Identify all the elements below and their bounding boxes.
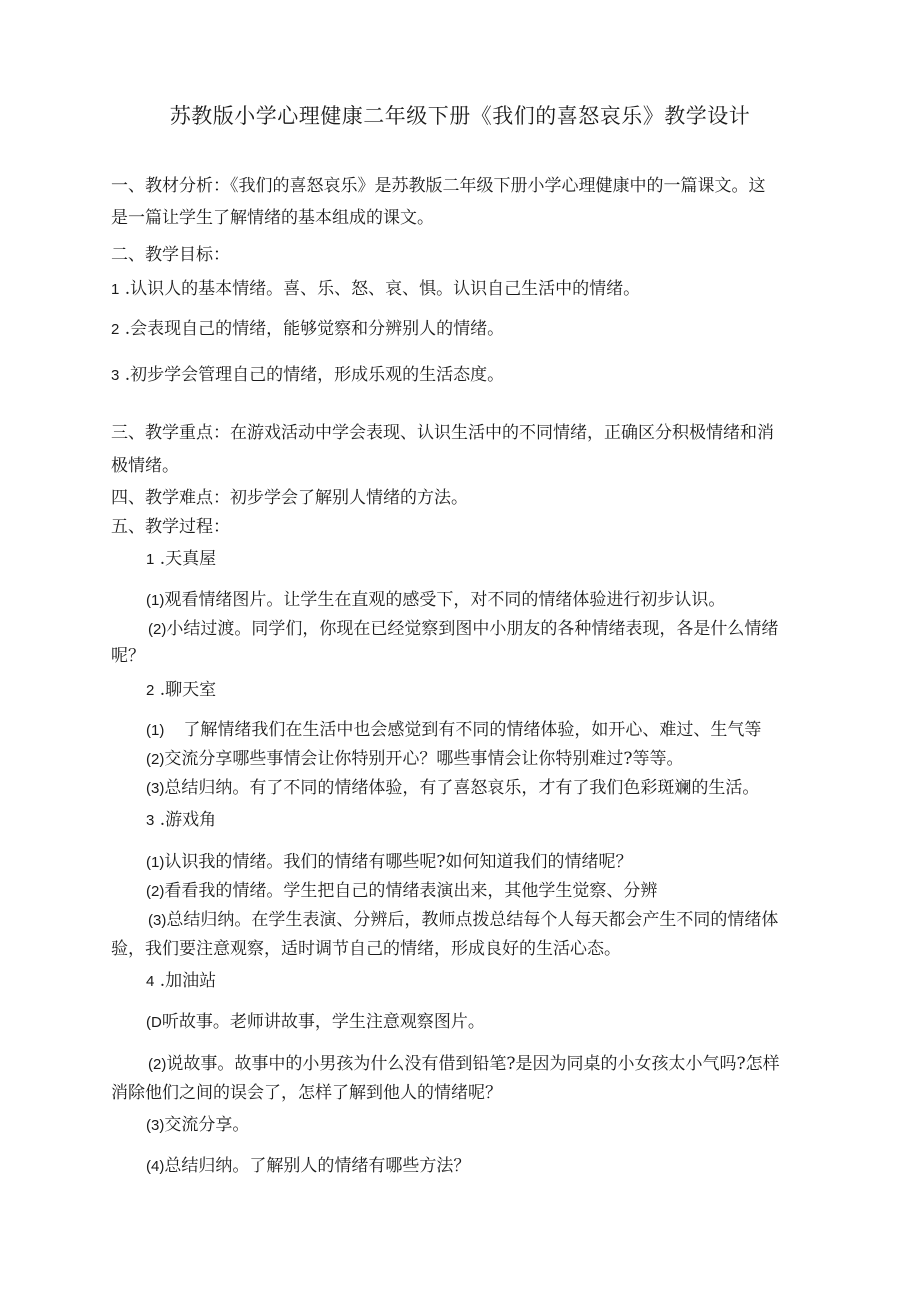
section4-line: 四、教学难点：初步学会了解别人情绪的方法。 [111,488,468,508]
objective-item [111,318,504,341]
part-title [146,548,216,571]
step-line [146,777,759,800]
step-line [146,589,725,612]
step-continuation: 呢？ [111,646,145,666]
page-title: 苏教版小学心理健康二年级下册《我们的喜怒哀乐》教学设计 [169,104,751,128]
step-line [146,1011,485,1034]
step-text: 说故事。故事中的小男孩为什么没有借到铅笔?是因为同桌的小女孩太小气吗?怎样 [166,1054,780,1074]
objective-item [111,278,640,301]
step-text: 观看情绪图片。让学生在直观的感受下，对不同的情绪体验进行初步认识。 [164,590,726,610]
part-label: .游戏角 [159,810,217,830]
step-mark: (1) [146,592,165,609]
section2-heading: 二、教学目标： [111,245,230,265]
step-mark: (1) [146,722,165,739]
part-label: .加油站 [159,971,217,991]
step-line [148,1053,780,1076]
step-mark: (4) [146,1158,165,1175]
step-mark: (3) [148,912,167,929]
step-text: 总结归纳。有了不同的情绪体验，有了喜怒哀乐，才有了我们色彩斑斓的生活。 [164,778,760,798]
step-mark: (1) [146,854,165,871]
part-title [146,679,216,702]
objective-text: .初步学会管理自己的情绪，形成乐观的生活态度。 [124,365,505,385]
objective-number: 1 [111,281,120,298]
step-text: 总结归纳。了解别人的情绪有哪些方法？ [164,1156,471,1176]
step-text: 小结过渡。同学们，你现在已经觉察到图中小朋友的各种情绪表现，各是什么情绪 [166,619,779,639]
part-title [146,970,216,993]
step-continuation: 验，我们要注意观察，适时调节自己的情绪，形成良好的生活心态。 [111,939,621,959]
section5-heading: 五、教学过程： [111,517,230,537]
step-mark: (2) [146,883,165,900]
part-number: 1 [146,551,155,568]
step-mark: (D [146,1014,162,1031]
step-continuation: 消除他们之间的误会了，怎样了解到他人的情绪呢？ [111,1083,502,1103]
section3-line1: 三、教学重点：在游戏活动中学会表现、认识生活中的不同情绪，正确区分积极情绪和消 [111,423,774,443]
part-label: .聊天室 [159,680,217,700]
objective-number: 3 [111,367,120,384]
step-line [146,1155,470,1178]
step-line [148,909,778,932]
part-number: 3 [146,812,155,829]
step-text: 总结归纳。在学生表演、分辨后，教师点拨总结每个人每天都会产生不同的情绪体 [166,910,779,930]
step-text: 交流分享。 [164,1115,250,1135]
section1-line1: 一、教材分析：《我们的喜怒哀乐》是苏教版二年级下册小学心理健康中的一篇课文。这 [111,176,766,196]
step-mark: (2) [148,621,167,638]
step-mark: (3) [146,780,165,797]
step-line [146,719,761,742]
step-mark: (3) [146,1117,165,1134]
part-title [146,809,216,832]
section1-line2: 是一篇让学生了解情绪的基本组成的课文。 [111,208,434,228]
objective-item [111,364,504,387]
part-label: .天真屋 [159,549,217,569]
step-text: 听故事。老师讲故事，学生注意观察图片。 [161,1012,485,1032]
step-line [148,618,778,641]
step-line [146,880,657,903]
step-mark: (2) [146,751,165,768]
step-text: 了解情绪我们在生活中也会感觉到有不同的情绪体验，如开心、难过、生气等 [183,720,762,740]
part-number: 2 [146,682,155,699]
step-line [146,851,632,874]
part-number: 4 [146,973,155,990]
step-text: 看看我的情绪。学生把自己的情绪表演出来，其他学生觉察、分辨 [164,881,658,901]
objective-text: .认识人的基本情绪。喜、乐、怒、哀、惧。认识自己生活中的情绪。 [124,279,641,299]
step-line [146,1114,249,1137]
section3-line2: 极情绪。 [111,456,179,476]
step-mark: (2) [148,1056,167,1073]
step-text: 交流分享哪些事情会让你特别开心？哪些事情会让你特别难过?等等。 [164,749,684,769]
step-text: 认识我的情绪。我们的情绪有哪些呢?如何知道我们的情绪呢？ [164,852,633,872]
step-line [146,748,683,771]
objective-text: .会表现自己的情绪，能够觉察和分辨别人的情绪。 [124,319,505,339]
objective-number: 2 [111,321,120,338]
